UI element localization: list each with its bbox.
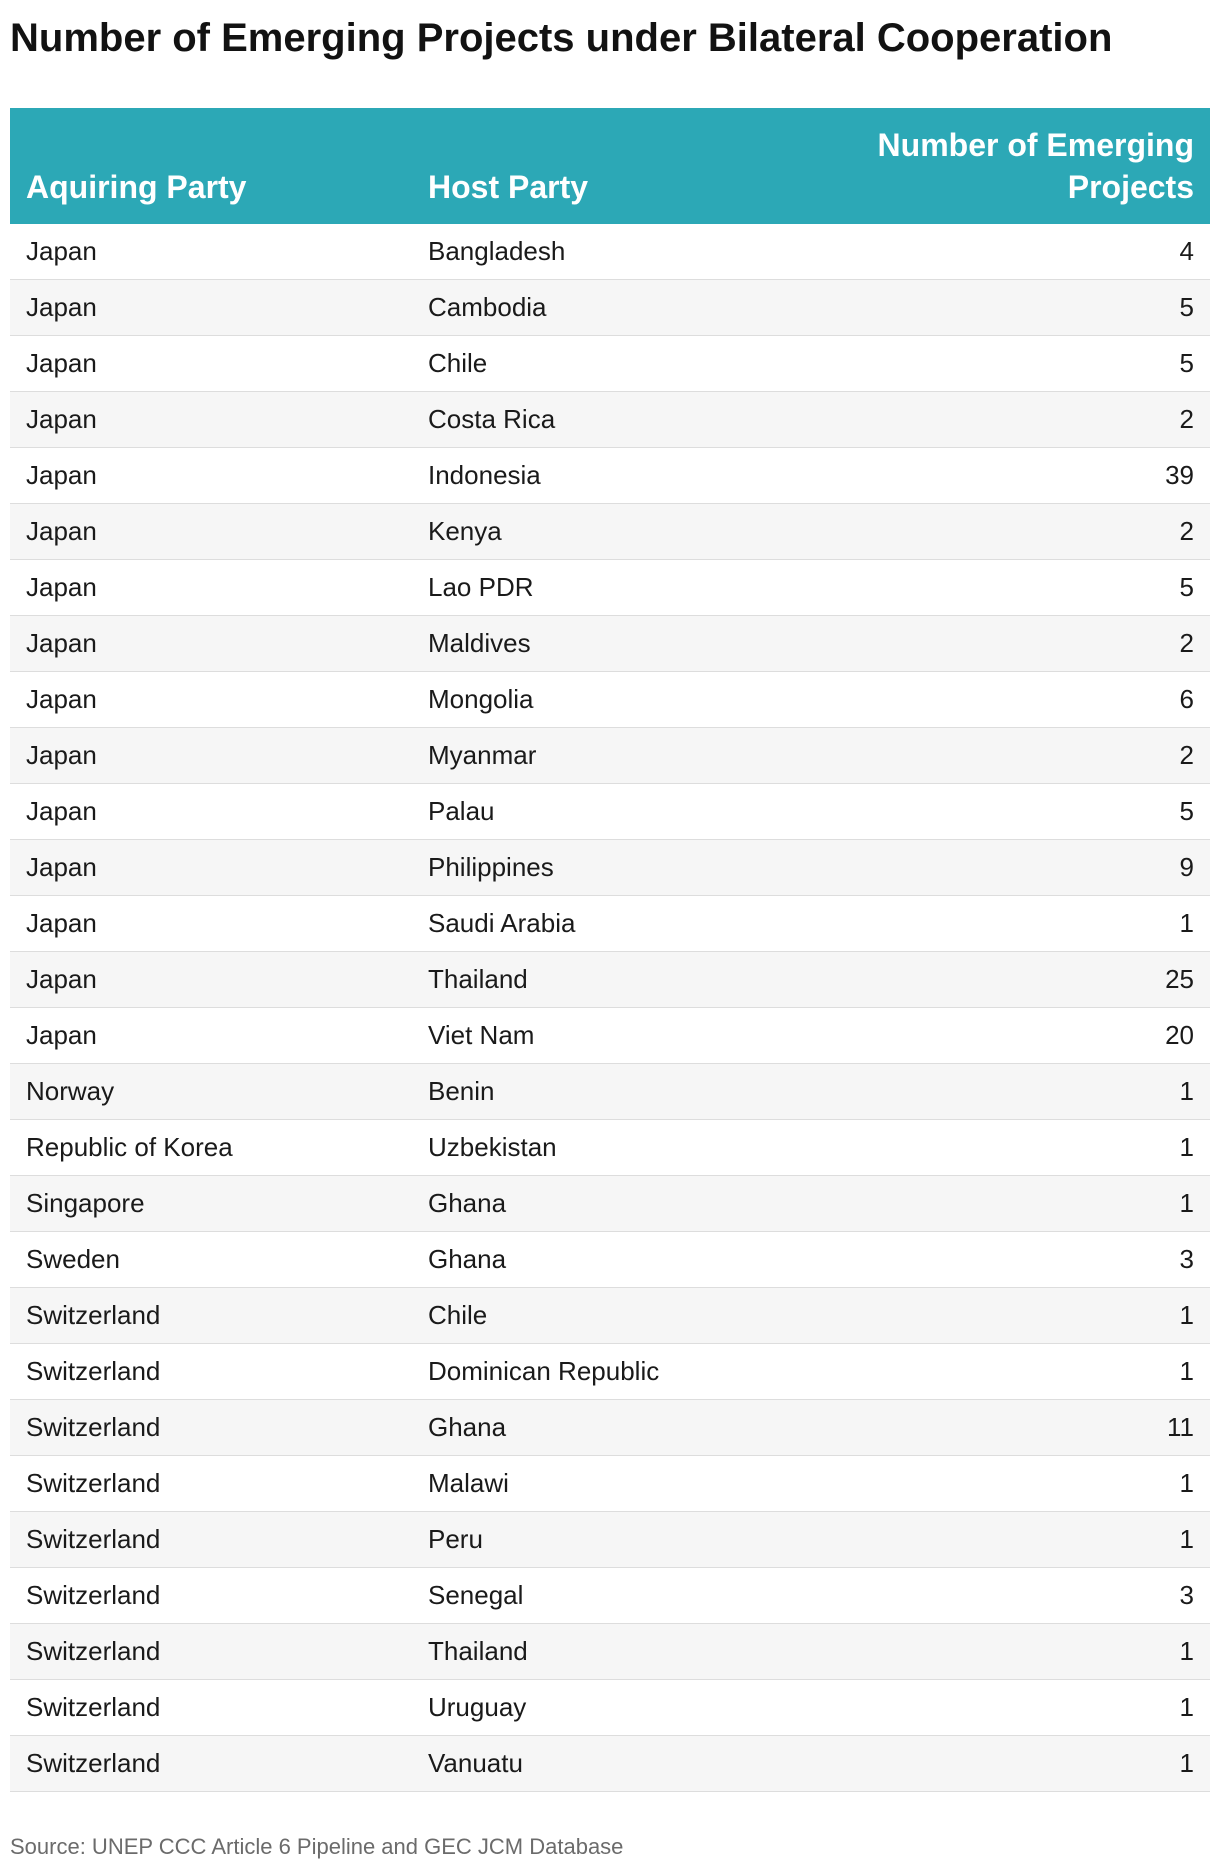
project-count-cell: 1 bbox=[1179, 1748, 1194, 1778]
project-count-cell: 6 bbox=[1179, 684, 1194, 714]
page-title: Number of Emerging Projects under Bilateral Cooperation bbox=[10, 16, 1113, 60]
project-count-cell: 4 bbox=[1179, 236, 1194, 266]
project-count-cell: 1 bbox=[1179, 1636, 1194, 1666]
project-count-cell: 2 bbox=[1179, 404, 1194, 434]
aquiring-party-cell: Singapore bbox=[26, 1188, 145, 1218]
project-count-cell: 1 bbox=[1179, 908, 1194, 938]
aquiring-party-cell: Switzerland bbox=[26, 1300, 161, 1330]
table-row bbox=[10, 1176, 1210, 1232]
aquiring-party-cell: Japan bbox=[26, 292, 97, 322]
host-party-cell: Benin bbox=[428, 1076, 495, 1106]
aquiring-party-cell: Switzerland bbox=[26, 1412, 161, 1442]
table-row bbox=[10, 448, 1210, 504]
table-row bbox=[10, 840, 1210, 896]
host-party-cell: Chile bbox=[428, 348, 488, 378]
aquiring-party-cell: Japan bbox=[26, 796, 97, 826]
host-party-cell: Palau bbox=[428, 796, 495, 826]
project-count-cell: 25 bbox=[1165, 964, 1194, 994]
aquiring-party-cell: Japan bbox=[26, 852, 97, 882]
aquiring-party-cell: Japan bbox=[26, 236, 97, 266]
host-party-cell: Kenya bbox=[428, 516, 502, 546]
host-party-cell: Malawi bbox=[428, 1468, 509, 1498]
data-table bbox=[10, 108, 1210, 1792]
column-header-aquiring-party: Aquiring Party bbox=[26, 169, 247, 205]
host-party-cell: Ghana bbox=[428, 1412, 507, 1442]
aquiring-party-cell: Japan bbox=[26, 348, 97, 378]
table-row bbox=[10, 1456, 1210, 1512]
aquiring-party-cell: Japan bbox=[26, 628, 97, 658]
aquiring-party-cell: Japan bbox=[26, 460, 97, 490]
project-count-cell: 20 bbox=[1165, 1020, 1194, 1050]
host-party-cell: Uruguay bbox=[428, 1692, 527, 1722]
project-count-cell: 1 bbox=[1179, 1076, 1194, 1106]
column-header-number-line1: Number of Emerging Projects bbox=[877, 127, 1194, 205]
project-count-cell: 5 bbox=[1179, 292, 1194, 322]
host-party-cell: Ghana bbox=[428, 1244, 507, 1274]
host-party-cell: Bangladesh bbox=[428, 236, 566, 266]
table-body bbox=[10, 224, 1210, 1792]
column-header-host-party: Host Party bbox=[428, 169, 589, 205]
project-count-cell: 2 bbox=[1179, 628, 1194, 658]
table-row bbox=[10, 784, 1210, 840]
project-count-cell: 1 bbox=[1179, 1692, 1194, 1722]
host-party-cell: Vanuatu bbox=[428, 1748, 523, 1778]
aquiring-party-cell: Japan bbox=[26, 516, 97, 546]
project-count-cell: 39 bbox=[1165, 460, 1194, 490]
project-count-cell: 1 bbox=[1179, 1188, 1194, 1218]
aquiring-party-cell: Japan bbox=[26, 964, 97, 994]
table-row bbox=[10, 728, 1210, 784]
table-row bbox=[10, 952, 1210, 1008]
table-row bbox=[10, 672, 1210, 728]
table-row bbox=[10, 616, 1210, 672]
aquiring-party-cell: Switzerland bbox=[26, 1524, 161, 1554]
project-count-cell: 1 bbox=[1179, 1300, 1194, 1330]
aquiring-party-cell: Japan bbox=[26, 908, 97, 938]
table-row bbox=[10, 1736, 1210, 1792]
source-note: Source: UNEP CCC Article 6 Pipeline and GEC JCM Database bbox=[10, 1834, 624, 1859]
aquiring-party-cell: Switzerland bbox=[26, 1356, 161, 1386]
host-party-cell: Indonesia bbox=[428, 460, 541, 490]
host-party-cell: Lao PDR bbox=[428, 572, 534, 602]
project-count-cell: 11 bbox=[1167, 1412, 1194, 1442]
aquiring-party-cell: Switzerland bbox=[26, 1636, 161, 1666]
host-party-cell: Myanmar bbox=[428, 740, 537, 770]
table-row bbox=[10, 1568, 1210, 1624]
host-party-cell: Saudi Arabia bbox=[428, 908, 576, 938]
project-count-cell: 1 bbox=[1179, 1132, 1194, 1162]
table-row bbox=[10, 1680, 1210, 1736]
host-party-cell: Maldives bbox=[428, 628, 531, 658]
table-row bbox=[10, 1064, 1210, 1120]
aquiring-party-cell: Switzerland bbox=[26, 1748, 161, 1778]
table-row bbox=[10, 224, 1210, 280]
table-row bbox=[10, 1120, 1210, 1176]
aquiring-party-cell: Sweden bbox=[26, 1244, 120, 1274]
table-row bbox=[10, 560, 1210, 616]
table-row bbox=[10, 1232, 1210, 1288]
table-header bbox=[10, 108, 1210, 224]
table-row bbox=[10, 1400, 1210, 1456]
aquiring-party-cell: Japan bbox=[26, 404, 97, 434]
aquiring-party-cell: Republic of Korea bbox=[26, 1132, 233, 1162]
host-party-cell: Thailand bbox=[428, 964, 528, 994]
table-row bbox=[10, 1512, 1210, 1568]
host-party-cell: Senegal bbox=[428, 1580, 524, 1610]
host-party-cell: Chile bbox=[428, 1300, 488, 1330]
host-party-cell: Mongolia bbox=[428, 684, 534, 714]
host-party-cell: Peru bbox=[428, 1524, 483, 1554]
host-party-cell: Philippines bbox=[428, 852, 554, 882]
aquiring-party-cell: Switzerland bbox=[26, 1580, 161, 1610]
aquiring-party-cell: Switzerland bbox=[26, 1468, 161, 1498]
aquiring-party-cell: Norway bbox=[26, 1076, 115, 1106]
aquiring-party-cell: Japan bbox=[26, 684, 97, 714]
table-row bbox=[10, 896, 1210, 952]
project-count-cell: 1 bbox=[1179, 1356, 1194, 1386]
project-count-cell: 3 bbox=[1179, 1244, 1194, 1274]
aquiring-party-cell: Japan bbox=[26, 740, 97, 770]
table-row bbox=[10, 336, 1210, 392]
host-party-cell: Thailand bbox=[428, 1636, 528, 1666]
table-row bbox=[10, 392, 1210, 448]
table-row bbox=[10, 1624, 1210, 1680]
host-party-cell: Costa Rica bbox=[428, 404, 556, 434]
host-party-cell: Dominican Republic bbox=[428, 1356, 660, 1386]
aquiring-party-cell: Japan bbox=[26, 572, 97, 602]
project-count-cell: 5 bbox=[1179, 572, 1194, 602]
host-party-cell: Cambodia bbox=[428, 292, 547, 322]
aquiring-party-cell: Japan bbox=[26, 1020, 97, 1050]
table-row bbox=[10, 280, 1210, 336]
project-count-cell: 1 bbox=[1179, 1524, 1194, 1554]
table-row bbox=[10, 504, 1210, 560]
project-count-cell: 2 bbox=[1179, 516, 1194, 546]
project-count-cell: 2 bbox=[1179, 740, 1194, 770]
host-party-cell: Ghana bbox=[428, 1188, 507, 1218]
project-count-cell: 3 bbox=[1179, 1580, 1194, 1610]
table-row bbox=[10, 1288, 1210, 1344]
table-row bbox=[10, 1008, 1210, 1064]
project-count-cell: 1 bbox=[1179, 1468, 1194, 1498]
host-party-cell: Uzbekistan bbox=[428, 1132, 557, 1162]
column-header-number-of-projects bbox=[874, 124, 1194, 208]
project-count-cell: 9 bbox=[1179, 852, 1194, 882]
aquiring-party-cell: Switzerland bbox=[26, 1692, 161, 1722]
project-count-cell: 5 bbox=[1179, 796, 1194, 826]
project-count-cell: 5 bbox=[1179, 348, 1194, 378]
host-party-cell: Viet Nam bbox=[428, 1020, 535, 1050]
table-row bbox=[10, 1344, 1210, 1400]
